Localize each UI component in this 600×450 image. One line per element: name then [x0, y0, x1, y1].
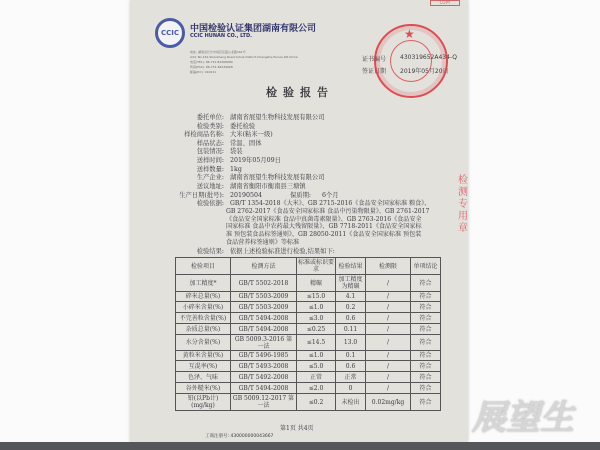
table-row [176, 324, 441, 335]
result-text: 依据上述检验标准进行检验,结果如下: [230, 248, 335, 255]
field-label: 送样数量: [196, 166, 224, 173]
date-label: 签证日期 [362, 68, 387, 75]
report-title: 检验报告 [266, 86, 334, 99]
field-value: 湖南省展望生物科技发展有限公司 [230, 114, 325, 121]
table-row [176, 361, 441, 372]
field-value: 委托检验 [230, 123, 256, 130]
address-line: Add: No.161,Shaoshang Road,Yuhua District,Changsha,Hunan,P.R.China [190, 55, 298, 59]
table-cell: 不完善粒含量(%) [176, 313, 231, 324]
table-cell: GB/T 5493-2008 [231, 361, 297, 372]
table-cell: / [366, 302, 411, 313]
watermark: 展望生 [472, 398, 574, 438]
table-cell: 杂质总量(%) [176, 324, 231, 335]
company-name-en: CCIC HUNAN CO., LTD. [190, 33, 253, 39]
date-value: 2019年05月20日 [400, 68, 449, 75]
table-cell: 色泽、气味 [176, 372, 231, 383]
address-line: 地址: 湖南省长沙市雨花区韶山北路161号 [190, 50, 246, 54]
table-cell: ≤1.0 [297, 351, 336, 361]
table-header-row [176, 258, 441, 275]
table-cell: 谷外糙米(%) [176, 383, 231, 394]
table-cell: GB/T 5494-2008 [231, 324, 297, 335]
table-row [176, 372, 441, 383]
table-cell: 0.6 [336, 313, 366, 324]
reg-label: 工商注册号: [205, 434, 230, 439]
table-cell: / [366, 372, 411, 383]
table-cell: / [366, 275, 411, 292]
table-cell: GB/T 5494-2008 [231, 313, 297, 324]
field-label: 送样时间: [196, 157, 224, 164]
table-row [176, 335, 441, 351]
table-cell: GB/T 5496-1985 [231, 351, 297, 361]
address-line: 传真(FAX): 86-731-82239668 [190, 65, 233, 69]
background-surface [0, 442, 600, 450]
table-cell: GB 5009.12-2017 第一法 [231, 394, 297, 411]
table-cell: 正常 [336, 372, 366, 383]
table-cell: / [366, 361, 411, 372]
field-value: 袋装 [230, 148, 243, 155]
column-header: 标准或标识要求 [298, 259, 335, 273]
table-cell: 0.2 [336, 302, 366, 313]
table-cell: 符合 [411, 324, 441, 335]
page-number: 第1页 共4页 [280, 425, 314, 432]
copy-mark: COPY [430, 0, 460, 6]
basis-line: 准 预包装食品标签通则》、GB 28050-2011《食品安全国家标准 预包装 [226, 231, 422, 239]
basis-line: GB 2762-2017《食品安全国家标准 食品中污染物限量》、GB 2761-2017 [226, 207, 430, 215]
cert-no-value: 430319652A434-Q [400, 54, 458, 61]
table-cell: ≤1.0 [297, 302, 336, 313]
cert-no-label: 证书编号 [362, 56, 387, 63]
results-table [175, 257, 441, 411]
table-cell: 碎米总量(%) [176, 292, 231, 302]
table-cell: 加工精度* [176, 275, 231, 292]
table-row [176, 275, 441, 292]
column-header: 检测方法 [231, 258, 297, 275]
table-cell: / [366, 351, 411, 361]
table-row [176, 394, 441, 411]
table-cell: 符合 [411, 275, 441, 292]
table-row [176, 351, 441, 361]
table-cell: 小碎米含量(%) [176, 302, 231, 313]
table-cell: 0.02mg/kg [366, 394, 411, 411]
table-cell: / [366, 335, 411, 351]
shelf-life-label: 保质期: [290, 192, 312, 199]
table-cell: 正常 [297, 372, 336, 383]
table-cell: GB/T 5492-2008 [231, 372, 297, 383]
table-cell: 符合 [411, 383, 441, 394]
table-cell: 0.1 [336, 351, 366, 361]
table-cell: 符合 [411, 313, 441, 324]
side-seal: 检 测 专 用 章 [458, 175, 468, 234]
field-value: 1kg [230, 166, 242, 173]
table-cell: GB/T 5503-2009 [231, 302, 297, 313]
seal-star-icon: ★ [404, 27, 415, 41]
field-label: 生产日期(批号): [179, 192, 224, 199]
table-cell: ≤15.0 [297, 292, 336, 302]
field-value: 常温、固体 [230, 140, 262, 147]
table-cell: GB/T 5494-2008 [231, 383, 297, 394]
reg-value: 430000000043667 [230, 434, 274, 439]
table-cell: / [366, 324, 411, 335]
table-cell: 未检出 [336, 394, 366, 411]
table-cell: 0.6 [336, 361, 366, 372]
field-label: 样品状态: [196, 140, 224, 147]
column-header: 检测限 [366, 258, 411, 275]
table-cell: ≤0.2 [297, 394, 336, 411]
field-label: 委托单位: [196, 114, 224, 121]
address-line: 邮编(P.C): 410021 [190, 70, 217, 74]
table-cell: 水分含量(%) [176, 335, 231, 351]
ccic-logo [155, 18, 185, 48]
table-row [176, 313, 441, 324]
result-label: 检验结果: [196, 248, 224, 255]
table-cell: ≤5.0 [297, 361, 336, 372]
table-cell: ≤3.0 [297, 313, 336, 324]
field-label: 样检商品名称: [184, 131, 224, 138]
field-value: 大米(粘米一级) [230, 131, 273, 138]
table-cell: ≤2.0 [297, 383, 336, 394]
table-cell: 4.1 [336, 292, 366, 302]
field-value: 湖南省衡阳市衡南县三塘镇 [230, 183, 306, 190]
table-cell: GB/T 5502-2018 [231, 275, 297, 292]
column-header: 检验结果 [336, 258, 366, 275]
column-header: 检验项目 [176, 258, 231, 275]
basis-line: 食品营养标签通则》等标准 [226, 239, 300, 246]
logo-text: CCIC [160, 29, 180, 37]
table-cell: 0.11 [336, 324, 366, 335]
table-cell: 符合 [411, 394, 441, 411]
table-cell: 黄粒米含量(%) [176, 351, 231, 361]
basis-line: 《食品安全国家标准 食品中真菌毒素限量》、GB 2763-2016《食品安全 [226, 215, 422, 223]
registration-number [205, 434, 273, 440]
field-label: 检验类别: [196, 123, 224, 130]
basis-line: GB/T 1354-2018《大米》、GB 2715-2016《食品安全国家标准 粮食》、 [230, 200, 431, 207]
table-cell: ≤0.25 [297, 324, 336, 335]
table-cell: ≤14.5 [297, 335, 336, 351]
table-row [176, 302, 441, 313]
table-cell: 13.0 [336, 335, 366, 351]
table-cell: / [366, 313, 411, 324]
field-value: 2019年05月09日 [230, 157, 281, 164]
field-label: 包装情况: [196, 148, 224, 155]
table-cell: / [366, 292, 411, 302]
table-cell: GB/T 5503-2009 [231, 292, 297, 302]
table-cell: GB 5009.3-2016 第一法 [231, 335, 297, 351]
table-cell: 0 [336, 383, 366, 394]
table-row [176, 383, 441, 394]
table-cell: 符合 [411, 292, 441, 302]
field-value: 湖南省展望生物科技发展有限公司 [230, 174, 325, 181]
table-cell: / [366, 383, 411, 394]
company-name-cn: 中国检验认证集团湖南有限公司 [190, 24, 317, 34]
address-line: 电话(TEL): 86-731-82268089 [190, 60, 233, 64]
field-label: 生产企业: [196, 174, 224, 181]
table-cell: 符合 [411, 372, 441, 383]
table-cell: 互混率(%) [176, 361, 231, 372]
table-cell: 精碾 [297, 275, 336, 292]
table-cell: 符合 [411, 351, 441, 361]
table-cell: 符合 [411, 335, 441, 351]
shelf-life-value: 6个月 [322, 192, 339, 199]
table-row [176, 292, 441, 302]
table-cell: 符合 [411, 361, 441, 372]
column-header: 单项结论 [411, 258, 441, 275]
table-cell: 加工精度为精碾 [336, 275, 366, 292]
field-value: 20190504 [230, 192, 263, 199]
basis-label: 检验依据: [196, 200, 224, 207]
table-cell: 铅(以Pb计)(mg/kg) [176, 394, 231, 411]
table-cell: 符合 [411, 302, 441, 313]
basis-line: 国家标准 食品中农药最大残留限量》、GB 7718-2011《食品安全国家标 [226, 223, 422, 231]
field-label: 送议地址: [196, 183, 224, 190]
